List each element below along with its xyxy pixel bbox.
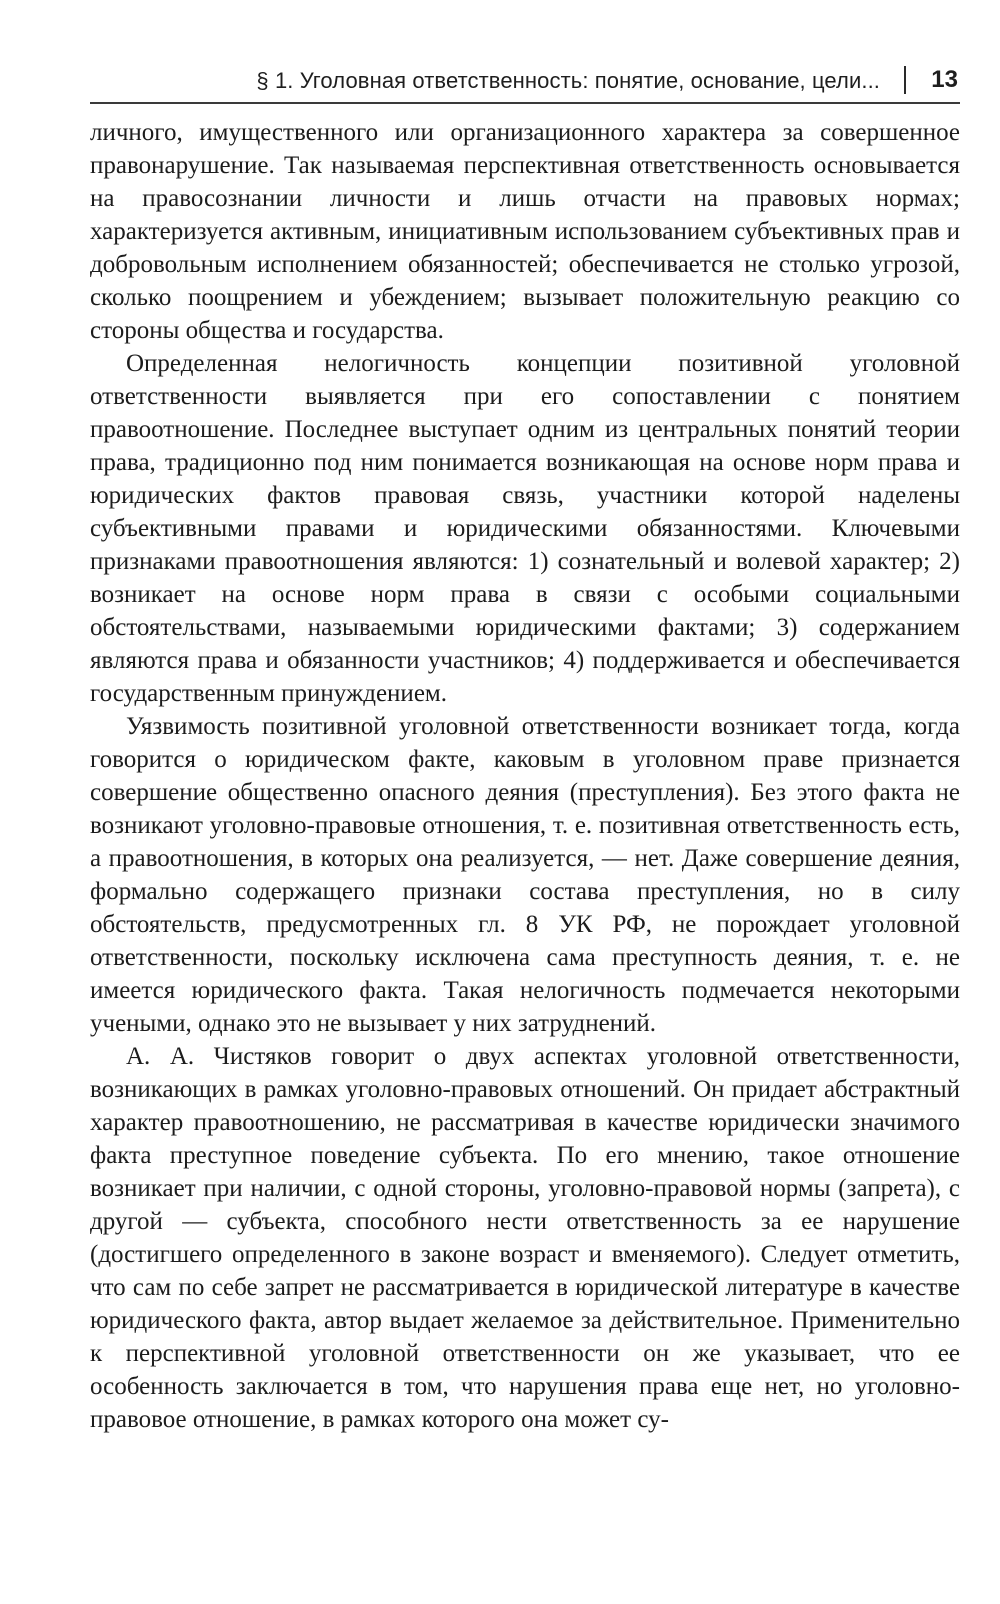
paragraph: Определенная нелогичность концепции позитивной уголовной ответственности выявляется при его сопоставлении с понятием правоотношение. Последнее выступает одним из центральных понятий теории права, традиционно под ним понимается возникающая на основе норм права и юридических фактов правовая связь, участники которой наделены субъективными правами и юридическими обязанностями. Ключевыми признаками правоотношения являются: 1) сознательный и волевой характер; 2) возникает на основе норм права в связи с особыми социальными обстоятельствами, называемыми юридическими фактами; 3) содержанием являются права и обязанности участников; 4) поддерживается и обеспечивается государственным принуждением. xyxy=(90,350,960,707)
paragraph: А. А. Чистяков говорит о двух аспектах уголовной ответственности, возникающих в рамках уголовно-правовых отношений. Он придает абстрактный характер правоотношению, не рассматривая в качестве юридически значимого факта преступное поведение субъекта. По его мнению, такое отношение возникает при наличии, с одной стороны, уголовно-правовой нормы (запрета), с другой — субъекта, способного нести ответственность за ее нарушение (достигшего определенного в законе возраст и вменяемого). Следует отметить, что сам по себе запрет не рассматривается в юридической литературе в качестве юридического факта, автор выдает желаемое за действительное. Применительно к перспективной уголовной ответственности он же указывает, что ее особенность заключается в том, что нарушения права еще нет, но уголовно-правовое отношение, в рамках которого она может су- xyxy=(90,1043,960,1433)
running-header xyxy=(90,60,960,104)
book-page xyxy=(80,0,960,1604)
page-number: 13 xyxy=(931,66,958,93)
body-text xyxy=(90,116,960,1436)
paragraph: Уязвимость позитивной уголовной ответственности возникает тогда, когда говорится о юридическом факте, каковым в уголовном праве признается совершение общественно опасного деяния (преступления). Без этого факта не возникают уголовно-правовые отношения, т. е. позитивная ответственность есть, а правоотношения, в которых она реализуется, — нет. Даже совершение деяния, формально содержащего признаки состава преступления, но в силу обстоятельств, предусмотренных гл. 8 УК РФ, не порождает уголовной ответственности, поскольку исключена сама преступность деяния, т. е. не имеется юридического факта. Такая нелогичность подмечается некоторыми учеными, однако это не вызывает у них затруднений. xyxy=(90,713,960,1037)
header-separator xyxy=(904,66,906,94)
paragraph: личного, имущественного или организационного характера за совершенное правонарушение. Так называемая перспективная ответственность основывается на правосознании личности и лишь отчасти на правовых нормах; характеризуется активным, инициативным использованием субъективных прав и добровольным исполнением обязанностей; обеспечивается не столько угрозой, сколько поощрением и убеждением; вызывает положительную реакцию со стороны общества и государства. xyxy=(90,119,960,344)
chapter-title: § 1. Уголовная ответственность: понятие, основание, цели... xyxy=(256,68,880,93)
